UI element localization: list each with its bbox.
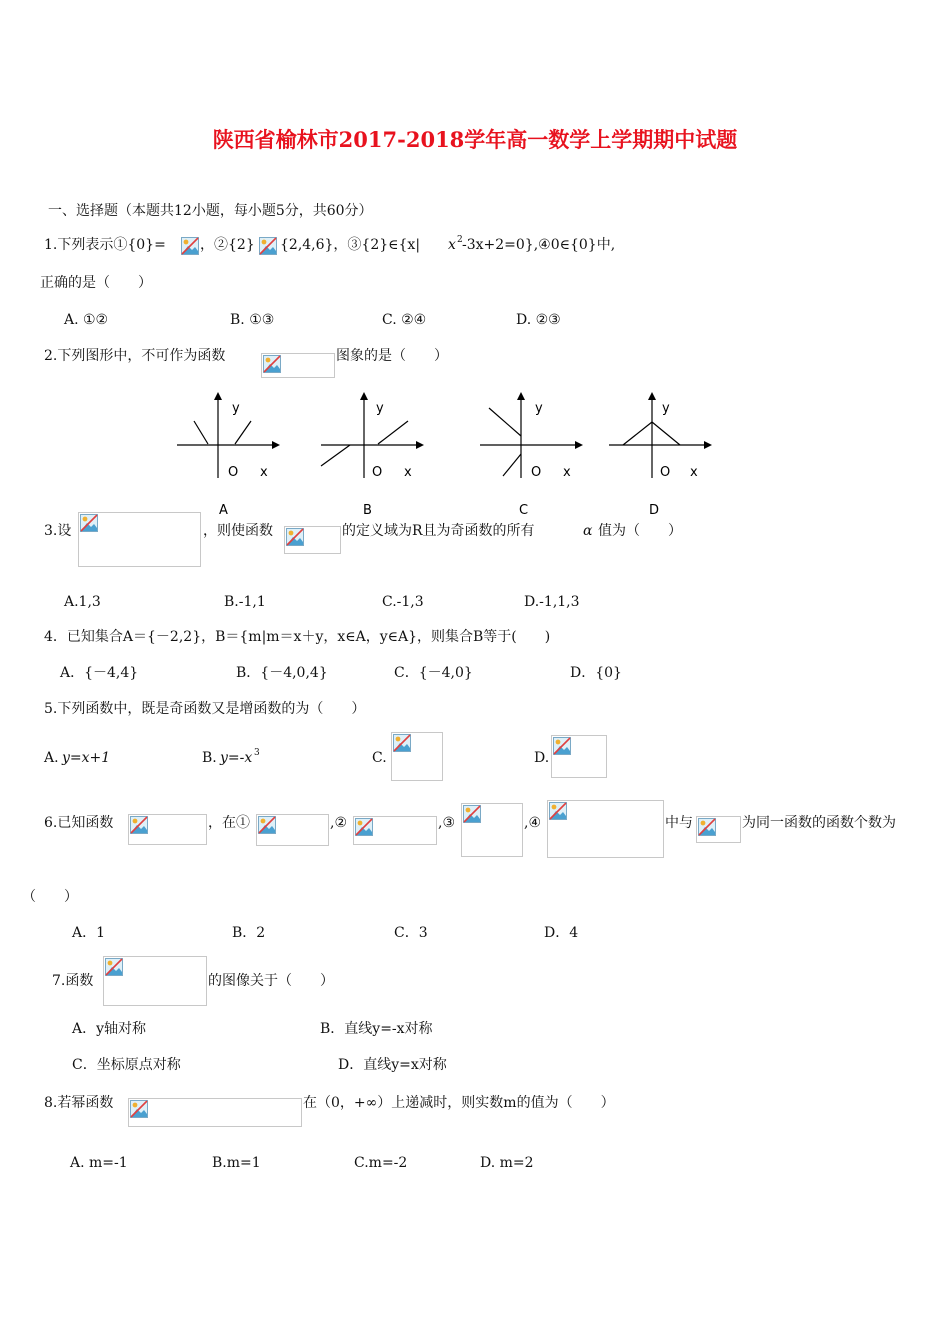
q4-option-b: B．{－4,0,4} [236, 665, 328, 681]
q3-option-c: C.-1,3 [382, 594, 424, 610]
formula-image-placeholder [103, 956, 207, 1006]
page-title: 陕西省榆林市2017-2018学年高一数学上学期期中试题 [212, 127, 738, 152]
q6-option-b: B．2 [232, 925, 266, 941]
q5-option-b-math: y=-x [220, 750, 253, 766]
q5-option-b-sup: 3 [254, 748, 260, 758]
graph-d-x-label: x [690, 465, 698, 480]
q7-option-d: D．直线y=x对称 [338, 1057, 447, 1073]
graph-d-y-label: y [662, 401, 670, 416]
graph-c-x-label: x [563, 465, 571, 480]
q4-stem: 4．已知集合A＝{－2,2}，B＝{m|m＝x＋y，x∈A，y∈A}，则集合B等于( ) [44, 629, 551, 645]
graph-b-origin-label: O [372, 465, 383, 480]
formula-image-placeholder [284, 526, 341, 554]
q6-option-c: C．3 [394, 925, 428, 941]
q5-option-a-math: y=x+1 [62, 750, 111, 766]
q5-stem: 5.下列函数中，既是奇函数又是增函数的为（ ） [44, 701, 366, 717]
formula-image-placeholder [551, 735, 607, 778]
q5-option-a: A. [44, 750, 59, 766]
q7-stem-a: 7.函数 [52, 973, 94, 989]
q3-stem-b: ，则使函数 [203, 523, 273, 539]
section-heading: 一、选择题（本题共12小题，每小题5分，共60分） [48, 203, 373, 219]
broken-image-icon [549, 802, 567, 820]
q2-stem-a: 2.下列图形中，不可作为函数 [44, 348, 226, 364]
q8-option-b: B.m=1 [212, 1155, 261, 1171]
broken-image-icon [130, 816, 148, 834]
q2-stem-b: 图象的是（ ） [336, 348, 448, 364]
broken-image-icon [263, 355, 281, 373]
formula-image-placeholder [696, 816, 741, 843]
q1-stem-d: x [448, 237, 456, 253]
graph-b-label: B [363, 503, 372, 518]
broken-image-icon [355, 818, 373, 836]
q7-option-c: C．坐标原点对称 [72, 1057, 181, 1073]
broken-image-icon [463, 805, 481, 823]
q3-option-a: A.1,3 [64, 594, 101, 610]
q7-option-a: A．y轴对称 [72, 1021, 147, 1037]
q1-option-a: A. ①② [64, 312, 109, 328]
graph-c-label: C [519, 503, 529, 518]
graph-c [475, 388, 585, 518]
q8-stem-a: 8.若幂函数 [44, 1095, 114, 1111]
q6-stem-f: 中与 [665, 815, 693, 831]
q3-stem-c: 的定义域为R且为奇函数的所有 [342, 523, 535, 539]
q1-line2: 正确的是（ ） [40, 275, 152, 291]
broken-image-icon [286, 528, 304, 546]
formula-image-placeholder [256, 814, 329, 846]
graph-a-x-label: x [260, 465, 268, 480]
q5-option-c: C. [372, 750, 387, 766]
formula-image-placeholder [258, 236, 278, 257]
formula-image-placeholder [128, 1098, 302, 1127]
q7-option-b: B．直线y=-x对称 [320, 1021, 433, 1037]
q4-option-c: C．{－4,0} [394, 665, 473, 681]
q6-paren: （ ） [22, 889, 78, 905]
graph-b-x-label: x [404, 465, 412, 480]
formula-image-placeholder [128, 814, 207, 845]
q6-stem-e: ,④ [524, 815, 542, 831]
q6-option-a: A．1 [72, 925, 106, 941]
graph-c-origin-label: O [531, 465, 542, 480]
formula-image-placeholder [180, 236, 200, 257]
q8-option-d: D. m=2 [480, 1155, 534, 1171]
broken-image-icon [258, 816, 276, 834]
graph-d-origin-label: O [660, 465, 671, 480]
broken-image-icon [553, 737, 571, 755]
formula-image-placeholder [547, 800, 664, 858]
q1-stem-a: 1.下列表示①{0}= [44, 237, 166, 253]
broken-image-icon [80, 514, 98, 532]
q6-stem-g: 为同一函数的函数个数为 [742, 815, 896, 831]
q1-stem-c: {2,4,6}，③{2}∈{x| [280, 237, 421, 253]
q6-option-d: D．4 [544, 925, 579, 941]
graph-b [316, 388, 426, 518]
graph-c-y-label: y [535, 401, 543, 416]
q3-option-b: B.-1,1 [224, 594, 266, 610]
q1-sup: 2 [457, 235, 463, 245]
q3-stem-d: 值为（ ） [598, 523, 682, 539]
q4-option-d: D．{0} [570, 665, 622, 681]
q5-option-b: B. [202, 750, 217, 766]
q4-option-a: A．{－4,4} [60, 665, 139, 681]
q1-stem-e: -3x+2=0},④0∈{0}中, [462, 237, 616, 253]
graph-d [604, 388, 714, 518]
q3-option-d: D.-1,1,3 [524, 594, 580, 610]
graph-b-y-label: y [376, 401, 384, 416]
q6-stem-a: 6.已知函数 [44, 815, 114, 831]
q6-stem-b: ，在① [208, 815, 250, 831]
broken-image-icon [130, 1100, 148, 1118]
q8-option-a: A. m=-1 [70, 1155, 128, 1171]
q3-alpha: α [583, 523, 593, 539]
graph-a-origin-label: O [228, 465, 239, 480]
broken-image-icon [698, 818, 716, 836]
formula-image-placeholder [78, 512, 201, 567]
q8-stem-b: 在（0，+∞）上递减时，则实数m的值为（ ） [303, 1095, 615, 1111]
q7-stem-b: 的图像关于（ ） [208, 973, 334, 989]
graph-d-label: D [649, 503, 660, 518]
q8-option-c: C.m=-2 [354, 1155, 408, 1171]
q1-option-d: D. ②③ [516, 312, 561, 328]
graph-a [172, 388, 282, 518]
q6-stem-d: ,③ [438, 815, 456, 831]
formula-image-placeholder [391, 732, 443, 781]
graph-a-label: A [219, 503, 228, 518]
broken-image-icon [259, 237, 277, 255]
formula-image-placeholder [353, 816, 437, 845]
broken-image-icon [393, 734, 411, 752]
q1-stem-b: ，②{2} [200, 237, 255, 253]
graph-a-y-label: y [232, 401, 240, 416]
q5-option-d: D. [534, 750, 550, 766]
q3-stem-a: 3.设 [44, 523, 72, 539]
broken-image-icon [181, 237, 199, 255]
q1-option-c: C. ②④ [382, 312, 427, 328]
formula-image-placeholder [261, 353, 335, 378]
broken-image-icon [105, 958, 123, 976]
formula-image-placeholder [461, 803, 523, 857]
q6-stem-c: ,② [330, 815, 348, 831]
q1-option-b: B. ①③ [230, 312, 275, 328]
